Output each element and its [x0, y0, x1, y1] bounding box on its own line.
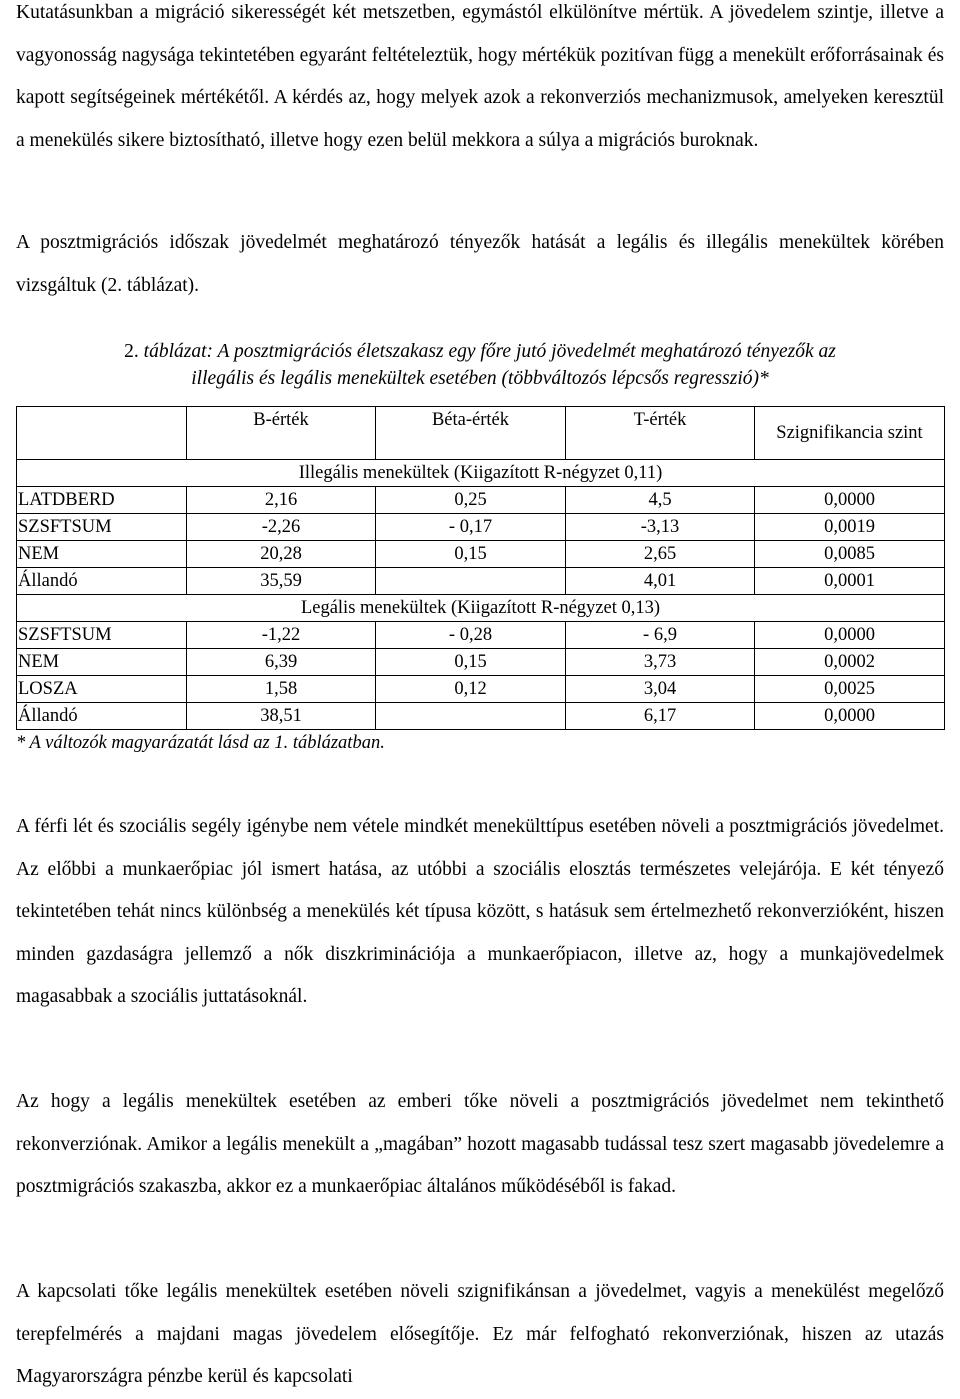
- paragraph-social-capital: A kapcsolati tőke legális menekültek esetében növeli szignifikánsan a jövedelmet, vagyis a menekülést megelőző terepfelmérés a majdani magas jövedelem elősegítője. Ez már felfogható rekonverziónak, hiszen az utazás Magyarországra pénzbe kerül és kapcsolati: [16, 1281, 944, 1387]
- cell-variable: SZSFTSUM: [17, 514, 187, 541]
- column-header-b: B-érték: [187, 407, 376, 460]
- cell-t-value: - 6,9: [566, 622, 755, 649]
- cell-b-value: 6,39: [187, 649, 376, 676]
- paragraph-human-capital: Az hogy a legális menekültek esetében az emberi tőke növeli a posztmigrációs jövedelmet nem tekinthető rekonverziónak. Amikor a legális menekült a „magában” hozott magasabb tudással tesz szert magasabb jövedelemre a posztmigrációs szakaszba, akkor ez a munkaerőpiac általános működéséből is fakad.: [16, 1091, 944, 1197]
- cell-variable: NEM: [17, 541, 187, 568]
- cell-significance: 0,0000: [755, 487, 945, 514]
- table-row: [17, 622, 945, 649]
- paragraph-table-reference: A posztmigrációs időszak jövedelmét meghatározó tényezők hatását a legális és illegális menekültek körében vizsgáltuk (2. táblázat).: [16, 232, 944, 296]
- cell-significance: 0,0000: [755, 703, 945, 730]
- cell-variable: Állandó: [17, 568, 187, 595]
- cell-beta-value: [376, 568, 566, 595]
- cell-beta-value: 0,15: [376, 649, 566, 676]
- cell-beta-value: 0,12: [376, 676, 566, 703]
- table-section-row: [17, 460, 945, 487]
- cell-b-value: 1,58: [187, 676, 376, 703]
- cell-beta-value: - 0,28: [376, 622, 566, 649]
- table-row: [17, 514, 945, 541]
- table-section-title: Illegális menekültek (Kiigazított R-négyzet 0,11): [17, 460, 945, 487]
- table-caption-line-1: [16, 338, 944, 365]
- cell-b-value: 38,51: [187, 703, 376, 730]
- cell-variable: LATDBERD: [17, 487, 187, 514]
- table-caption: [16, 338, 944, 392]
- cell-t-value: 3,04: [566, 676, 755, 703]
- cell-variable: Állandó: [17, 703, 187, 730]
- cell-t-value: 2,65: [566, 541, 755, 568]
- paragraph-intro: Kutatásunkban a migráció sikerességét két metszetben, egymástól elkülönítve mértük. A jövedelem szintje, illetve a vagyonosság nagysága tekintetében egyaránt feltételeztük, hogy mértékük pozitívan függ a menekült erőforrásainak és kapott segítségeinek mértékétől. A kérdés az, hogy melyek azok a rekonverziós mechanizmusok, amelyeken keresztül a menekülés sikere biztosítható, illetve hogy ezen belül mekkora a súlya a migrációs buroknak.: [16, 2, 944, 151]
- cell-beta-value: [376, 703, 566, 730]
- table-caption-text-1: táblázat: A posztmigrációs életszakasz egy főre jutó jövedelmét meghatározó tényezők az: [143, 341, 836, 362]
- column-header-beta: Béta-érték: [376, 407, 566, 460]
- cell-b-value: 2,16: [187, 487, 376, 514]
- cell-variable: SZSFTSUM: [17, 622, 187, 649]
- cell-t-value: 3,73: [566, 649, 755, 676]
- cell-significance: 0,0085: [755, 541, 945, 568]
- cell-b-value: 35,59: [187, 568, 376, 595]
- cell-significance: 0,0019: [755, 514, 945, 541]
- cell-b-value: -2,26: [187, 514, 376, 541]
- table-row: [17, 676, 945, 703]
- cell-beta-value: 0,15: [376, 541, 566, 568]
- column-header-significance: Szignifikancia szint: [755, 407, 945, 460]
- table-row: [17, 541, 945, 568]
- cell-t-value: 4,5: [566, 487, 755, 514]
- regression-table: [16, 406, 945, 730]
- table-row: [17, 703, 945, 730]
- paragraph-gender-welfare: A férfi lét és szociális segély igénybe nem vétele mindkét menekülttípus esetében növeli a posztmigrációs jövedelmet. Az előbbi a munkaerőpiac jól ismert hatása, az utóbbi a szociális elosztás természetes velejárója. E két tényező tekintetében tehát nincs különbség a menekülés két típusa között, s hatásuk sem értelmezhető rekonverzióként, hiszen minden gazdaságra jellemző a nők diszkriminációja a munkaerőpiacon, illetve az, hogy a munkajövedelmek magasabbak a szociális juttatásoknál.: [16, 816, 944, 1007]
- table-section-row: [17, 595, 945, 622]
- cell-t-value: -3,13: [566, 514, 755, 541]
- table-row: [17, 649, 945, 676]
- table-header-row: [17, 407, 945, 460]
- cell-beta-value: 0,25: [376, 487, 566, 514]
- cell-variable: NEM: [17, 649, 187, 676]
- table-number: 2.: [124, 341, 139, 362]
- cell-beta-value: - 0,17: [376, 514, 566, 541]
- table-row: [17, 487, 945, 514]
- cell-significance: 0,0000: [755, 622, 945, 649]
- table-footnote: * A változók magyarázatát lásd az 1. táblázatban.: [16, 733, 385, 753]
- cell-significance: 0,0001: [755, 568, 945, 595]
- column-header-variable: [17, 407, 187, 460]
- cell-significance: 0,0002: [755, 649, 945, 676]
- table-row: [17, 568, 945, 595]
- cell-significance: 0,0025: [755, 676, 945, 703]
- table-section-title: Legális menekültek (Kiigazított R-négyzet 0,13): [17, 595, 945, 622]
- cell-variable: LOSZA: [17, 676, 187, 703]
- cell-t-value: 6,17: [566, 703, 755, 730]
- cell-t-value: 4,01: [566, 568, 755, 595]
- cell-b-value: -1,22: [187, 622, 376, 649]
- cell-b-value: 20,28: [187, 541, 376, 568]
- regression-table-body: [17, 407, 945, 730]
- column-header-t: T-érték: [566, 407, 755, 460]
- table-caption-line-2: illegális és legális menekültek esetében (többváltozós lépcsős regresszió)*: [191, 368, 769, 389]
